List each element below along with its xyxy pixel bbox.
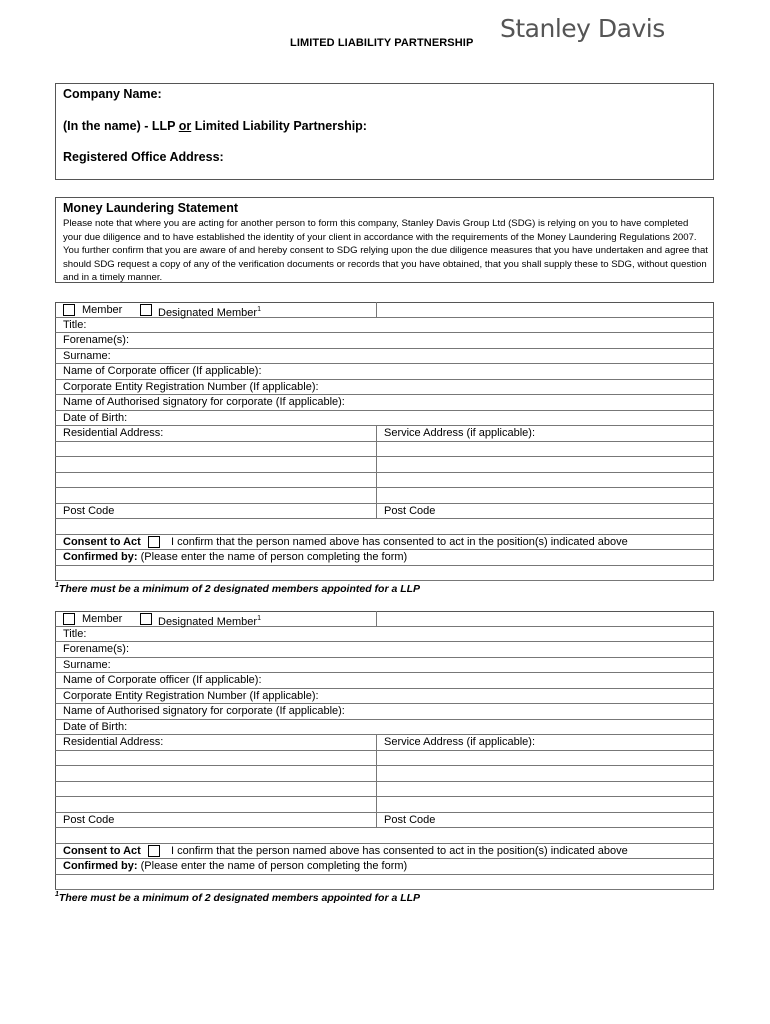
member-checkbox[interactable] bbox=[63, 613, 75, 625]
confirmed-by-field[interactable] bbox=[55, 566, 714, 582]
confirmed-by-row: Confirmed by: (Please enter the name of person completing the form) bbox=[55, 859, 714, 875]
money-laundering-box bbox=[55, 197, 714, 283]
authorised-signatory-field[interactable]: Name of Authorised signatory for corporate (If applicable): bbox=[55, 395, 714, 411]
title-field[interactable]: Title: bbox=[55, 318, 714, 334]
stanley-davis-logo: Stanley Davis bbox=[500, 14, 665, 43]
title-field[interactable]: Title: bbox=[55, 627, 714, 643]
address-line-row[interactable] bbox=[55, 782, 714, 798]
money-laundering-statement: Please note that where you are acting for another person to form this company, Stanley Davis Group Ltd (SDG) is relying on you to have completed your due diligence and to have established the identity of your client in accordance with the requirements of the Money Laundering Regulations 2007. You further confirm that you are aware of and hereby consent to SDG relying upon the due diligence measures that you have undertaken and agree that should SDG request a copy of any of the verification documents or records that you have obtained, that you shall supply these to SDG, without question and in a timely manner. bbox=[63, 218, 708, 284]
address-header-row: Residential Address: Service Address (if applicable): bbox=[55, 426, 714, 442]
consent-label: Consent to Act bbox=[63, 535, 141, 548]
designated-member-label: Designated Member$^1$ bbox=[158, 306, 261, 319]
member-checkbox[interactable] bbox=[63, 304, 75, 316]
money-laundering-heading: Money Laundering Statement bbox=[63, 201, 239, 215]
designated-member-checkbox[interactable] bbox=[140, 304, 152, 316]
postcode-row[interactable]: Post Code Post Code bbox=[55, 813, 714, 829]
date-of-birth-field[interactable]: Date of Birth: bbox=[55, 720, 714, 736]
spacer-row bbox=[55, 828, 714, 844]
forenames-field[interactable]: Forename(s): bbox=[55, 333, 714, 349]
authorised-signatory-field[interactable]: Name of Authorised signatory for corporate (If applicable): bbox=[55, 704, 714, 720]
address-header-row: Residential Address: Service Address (if applicable): bbox=[55, 735, 714, 751]
consent-text: I confirm that the person named above has consented to act in the position(s) indicated above bbox=[171, 535, 628, 548]
company-details-box bbox=[55, 83, 714, 180]
consent-row bbox=[55, 844, 714, 860]
address-line-row[interactable] bbox=[55, 488, 714, 504]
date-of-birth-field[interactable]: Date of Birth: bbox=[55, 411, 714, 427]
designated-member-label: Designated Member$^1$ bbox=[158, 615, 261, 628]
registered-office-label: Registered Office Address: bbox=[63, 150, 224, 164]
corporate-registration-field[interactable]: Corporate Entity Registration Number (If applicable): bbox=[55, 689, 714, 705]
designated-member-checkbox[interactable] bbox=[140, 613, 152, 625]
footnote: $^1$There must be a minimum of 2 designated members appointed for a LLP bbox=[55, 582, 421, 595]
footnote: $^1$There must be a minimum of 2 designated members appointed for a LLP bbox=[55, 891, 421, 904]
address-line-row[interactable] bbox=[55, 442, 714, 458]
consent-label: Consent to Act bbox=[63, 844, 141, 857]
consent-checkbox[interactable] bbox=[148, 536, 160, 548]
spacer-row bbox=[55, 519, 714, 535]
address-line-row[interactable] bbox=[55, 457, 714, 473]
address-line-row[interactable] bbox=[55, 797, 714, 813]
surname-field[interactable]: Surname: bbox=[55, 349, 714, 365]
confirmed-by-field[interactable] bbox=[55, 875, 714, 891]
address-line-row[interactable] bbox=[55, 473, 714, 489]
address-line-row[interactable] bbox=[55, 751, 714, 767]
confirmed-by-row: Confirmed by: (Please enter the name of person completing the form) bbox=[55, 550, 714, 566]
member-label: Member bbox=[82, 613, 123, 625]
corporate-registration-field[interactable]: Corporate Entity Registration Number (If applicable): bbox=[55, 380, 714, 396]
consent-text: I confirm that the person named above has consented to act in the position(s) indicated above bbox=[171, 844, 628, 857]
surname-field[interactable]: Surname: bbox=[55, 658, 714, 674]
forenames-field[interactable]: Forename(s): bbox=[55, 642, 714, 658]
page-title: LIMITED LIABILITY PARTNERSHIP bbox=[290, 37, 474, 49]
company-name-label: Company Name: bbox=[63, 87, 162, 101]
member-type-row bbox=[55, 302, 714, 318]
address-line-row[interactable] bbox=[55, 766, 714, 782]
consent-checkbox[interactable] bbox=[148, 845, 160, 857]
member-type-row bbox=[55, 611, 714, 627]
member-label: Member bbox=[82, 304, 123, 316]
corporate-officer-field[interactable]: Name of Corporate officer (If applicable): bbox=[55, 364, 714, 380]
consent-row bbox=[55, 535, 714, 551]
llp-name-label: (In the name) - LLP or Limited Liability Partnership: bbox=[63, 119, 367, 133]
corporate-officer-field[interactable]: Name of Corporate officer (If applicable): bbox=[55, 673, 714, 689]
postcode-row[interactable]: Post Code Post Code bbox=[55, 504, 714, 520]
